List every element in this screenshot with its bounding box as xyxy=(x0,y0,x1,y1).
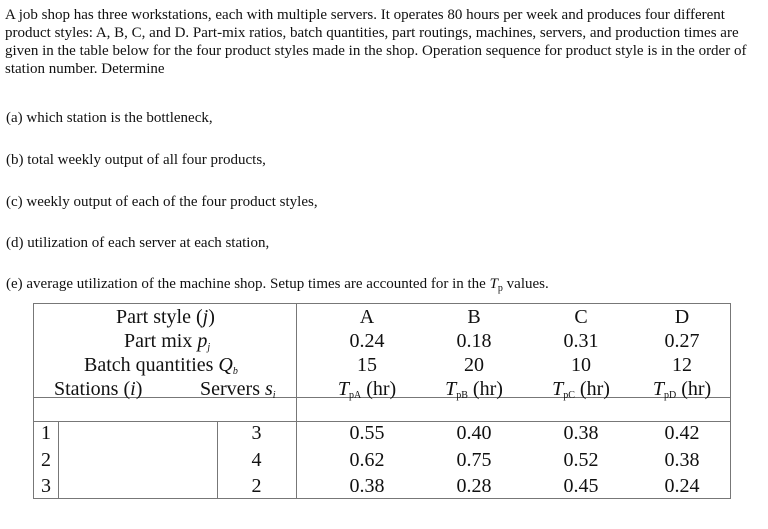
part-mix-b: 0.18 xyxy=(456,330,492,352)
station-servers: 3 xyxy=(251,422,262,444)
problem-statement: A job shop has three workstations, each with multiple servers. It operates 80 hours per week and produces four different product styles: A, B, C, and D. Part-mix ratios, batch quantities, part routings, machines, servers, and production times are given in the table below for the four product styles made in the shop. Operation sequence for product style is in the order of station number. Determine xyxy=(5,7,747,77)
question-e-text: (e) average utilization of the machine shop. Setup times are accounted for in the xyxy=(6,276,490,292)
station-number: 2 xyxy=(41,449,51,471)
batch-a: 15 xyxy=(357,354,377,376)
time-cell: 0.52 xyxy=(563,449,599,471)
time-header-d: $T_{pD}$ (hr) xyxy=(652,378,712,401)
servers-header: Servers $s_i$ xyxy=(200,378,276,401)
batch-b: 20 xyxy=(464,354,484,376)
part-mix-c: 0.31 xyxy=(563,330,599,352)
time-cell: 0.42 xyxy=(664,422,700,444)
time-cell: 0.38 xyxy=(563,422,599,444)
batch-quantities-label: Batch quantities $Q_b$ xyxy=(84,354,238,377)
style-header-c: C xyxy=(574,306,588,328)
station-number: 3 xyxy=(41,475,51,497)
station-number: 1 xyxy=(41,422,51,444)
time-header-c: $T_{pC}$ (hr) xyxy=(552,378,610,401)
tp-symbol: T xyxy=(489,276,498,292)
style-header-d: D xyxy=(674,306,690,328)
time-cell: 0.55 xyxy=(349,422,385,444)
time-cell: 0.40 xyxy=(456,422,492,444)
stations-header: Stations (i) xyxy=(54,378,143,400)
question-d: (d) utilization of each server at each station, xyxy=(6,235,270,251)
time-cell: 0.38 xyxy=(664,449,700,471)
station-servers: 4 xyxy=(251,449,262,471)
time-header-b: $T_{pB}$ (hr) xyxy=(445,378,503,401)
part-mix-label: Part mix $p_j$ xyxy=(124,330,211,353)
part-style-label: Part style (j) xyxy=(116,306,215,328)
question-a: (a) which station is the bottleneck, xyxy=(6,110,213,126)
tp-subscript: p xyxy=(497,283,503,294)
style-header-a: A xyxy=(359,306,375,328)
style-header-b: B xyxy=(467,306,481,328)
batch-c: 10 xyxy=(571,354,591,376)
time-cell: 0.38 xyxy=(349,475,385,497)
part-mix-d: 0.27 xyxy=(664,330,700,352)
time-cell: 0.24 xyxy=(664,475,700,497)
column-divider xyxy=(58,421,59,498)
time-cell: 0.45 xyxy=(563,475,599,497)
question-e-text-end: values. xyxy=(502,276,549,292)
production-table xyxy=(33,303,731,499)
question-e xyxy=(6,275,549,293)
time-cell: 0.75 xyxy=(456,449,492,471)
station-servers: 2 xyxy=(251,475,262,497)
question-c: (c) weekly output of each of the four product styles, xyxy=(6,194,318,210)
time-header-a: $T_{pA}$ (hr) xyxy=(337,378,397,401)
question-b: (b) total weekly output of all four products, xyxy=(6,152,266,168)
part-mix-a: 0.24 xyxy=(349,330,385,352)
time-cell: 0.28 xyxy=(456,475,492,497)
column-divider xyxy=(296,304,297,498)
time-cell: 0.62 xyxy=(349,449,385,471)
batch-d: 12 xyxy=(672,354,692,376)
